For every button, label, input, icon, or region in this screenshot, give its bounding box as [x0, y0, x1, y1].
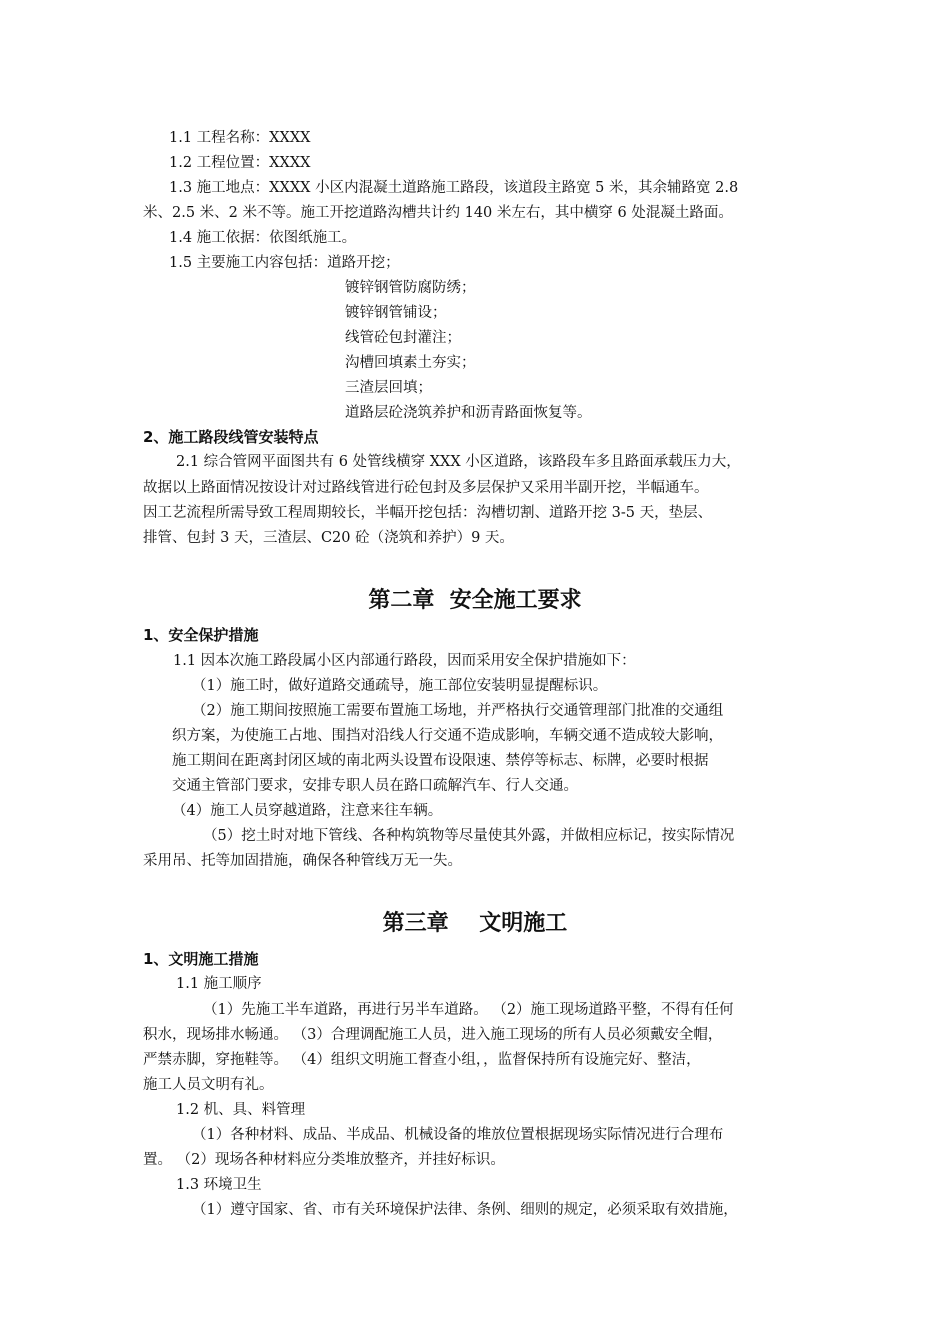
paragraph-line: 置。 （2）现场各种材料应分类堆放整齐，并挂好标识。: [143, 1152, 505, 1168]
subsection-heading: 1.2 机、具、料管理: [176, 1102, 306, 1118]
paragraph-line: （4）施工人员穿越道路，注意来往车辆。: [172, 803, 443, 819]
construction-site-line-cont: 米、2.5 米、2 米不等。施工开挖道路沟槽共计约 140 米左右，其中横穿 6 处混凝土路面。: [143, 205, 733, 221]
section-heading: 2、施工路段线管安装特点: [143, 428, 319, 446]
paragraph-line: （1）遵守国家、省、市有关环境保护法律、条例、细则的规定，必须采取有效措施，: [192, 1202, 738, 1218]
paragraph-line: 织方案，为使施工占地、围挡对沿线人行交通不造成影响，车辆交通不造成较大影响，: [172, 728, 723, 744]
subsection-heading: 1.1 施工顺序: [176, 976, 262, 992]
paragraph-line: 采用吊、托等加固措施，确保各种管线万无一失。: [143, 853, 462, 869]
paragraph-line: 严禁赤脚，穿拖鞋等。 （4）组织文明施工督查小组，，监督保持所有设施完好、整洁，: [143, 1052, 701, 1068]
paragraph-line: 施工期间在距离封闭区域的南北两头设置布设限速、禁停等标志、标牌，必要时根据: [172, 753, 709, 769]
paragraph-line: 排管、包封 3 天，三渣层、C20 砼（浇筑和养护）9 天。: [143, 530, 514, 546]
project-name-line: 1.1 工程名称：XXXX: [169, 130, 311, 146]
section-heading: 1、安全保护措施: [143, 626, 259, 644]
paragraph-line: 施工人员文明有礼。: [143, 1077, 274, 1093]
construction-site-line: 1.3 施工地点：XXXX 小区内混凝土道路施工路段，该道段主路宽 5 米，其余辅路宽 2.8: [169, 180, 739, 196]
content-item: 线管砼包封灌注；: [345, 330, 461, 346]
project-location-line: 1.2 工程位置：XXXX: [169, 155, 311, 171]
chapter-title: 第二章 安全施工要求: [368, 587, 582, 613]
paragraph-line: 交通主管部门要求，安排专职人员在路口疏解汽车、行人交通。: [172, 778, 578, 794]
chapter-title: 第三章 文明施工: [382, 910, 568, 936]
paragraph-line: 1.1 因本次施工路段属小区内部通行路段，因而采用安全保护措施如下：: [173, 653, 636, 669]
content-item: 三渣层回填；: [345, 380, 432, 396]
subsection-heading: 1.3 环境卫生: [176, 1177, 262, 1193]
paragraph-line: （1）施工时，做好道路交通疏导，施工部位安装明显提醒标识。: [192, 678, 608, 694]
paragraph-line: （1）各种材料、成品、半成品、机械设备的堆放位置根据现场实际情况进行合理布: [192, 1127, 724, 1143]
paragraph-line: （1）先施工半车道路，再进行另半车道路。 （2）施工现场道路平整，不得有任何: [203, 1002, 734, 1018]
paragraph-line: （5）挖土时对地下管线、各种构筑物等尽量使其外露，并做相应标记，按实际情况: [203, 828, 735, 844]
content-item: 沟槽回填素土夯实；: [345, 355, 476, 371]
paragraph-line: 积水，现场排水畅通。 （3）合理调配施工人员，进入施工现场的所有人员必须戴安全帽，: [143, 1027, 723, 1043]
paragraph-line: 故据以上路面情况按设计对过路线管进行砼包封及多层保护又采用半副开挖，半幅通车。: [143, 480, 709, 496]
construction-basis-line: 1.4 施工依据：依图纸施工。: [169, 230, 357, 246]
content-item: 镀锌钢管铺设；: [345, 305, 447, 321]
paragraph-line: 2.1 综合管网平面图共有 6 处管线横穿 XXX 小区道路，该路段车多且路面承载压力大，: [176, 454, 741, 470]
main-content-line: 1.5 主要施工内容包括：道路开挖；: [169, 255, 400, 271]
paragraph-line: （2）施工期间按照施工需要布置施工场地，并严格执行交通管理部门批准的交通组: [192, 703, 724, 719]
content-item: 道路层砼浇筑养护和沥青路面恢复等。: [345, 405, 592, 421]
section-heading: 1、文明施工措施: [143, 950, 259, 968]
content-item: 镀锌钢管防腐防绣；: [345, 280, 476, 296]
paragraph-line: 因工艺流程所需导致工程周期较长，半幅开挖包括：沟槽切割、道路开挖 3-5 天，垫层、: [143, 505, 713, 521]
